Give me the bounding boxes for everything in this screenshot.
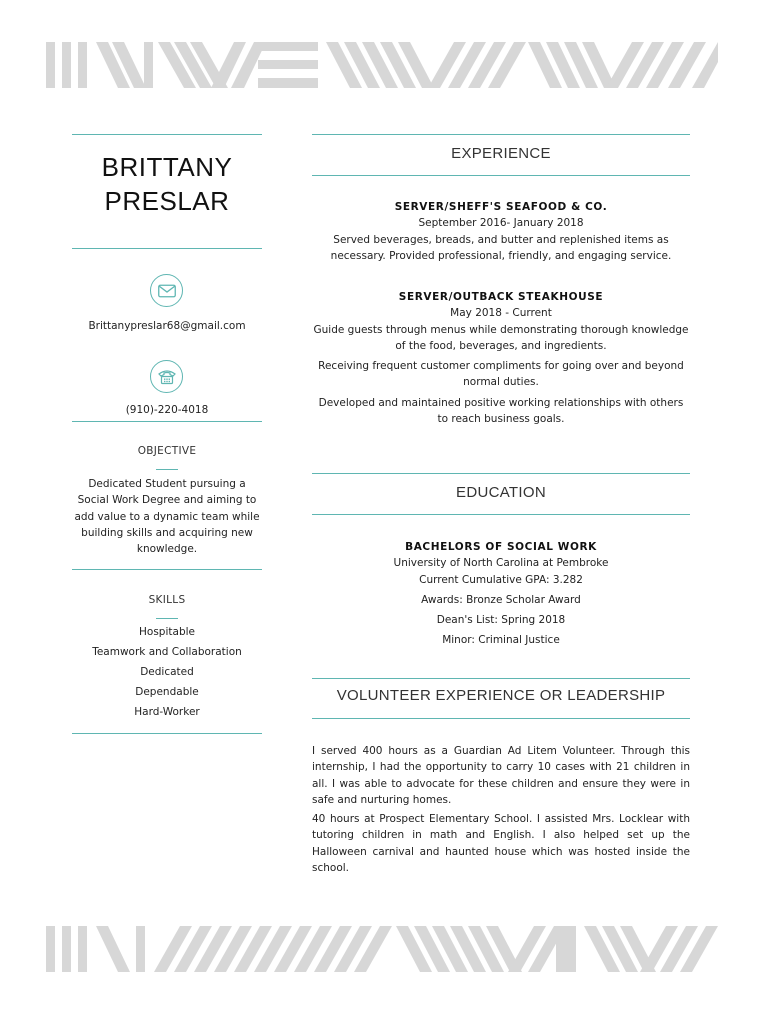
objective-heading-underline (156, 469, 178, 470)
job-entry-sheffs (312, 199, 690, 264)
envelope-icon (150, 274, 183, 307)
volunteer-paragraph: 40 hours at Prospect Elementary School. I assisted Mrs. Locklear with tutoring children in math and English. I also helped set up the Halloween carnival and haunted house which was hosted inside the school. (312, 813, 690, 875)
job-title: SERVER/OUTBACK STEAKHOUSE (398, 291, 604, 303)
telephone-icon (150, 360, 183, 393)
skills-heading: SKILLS (148, 594, 186, 606)
skills-bottom-rule (72, 733, 262, 734)
volunteer-heading: VOLUNTEER EXPERIENCE OR LEADERSHIP (336, 687, 666, 704)
volunteer-top-rule (312, 678, 690, 679)
volunteer-text (312, 743, 690, 876)
experience-heading: EXPERIENCE (451, 145, 551, 162)
school-name: University of North Carolina at Pembroke (393, 557, 609, 570)
name-last: PRESLAR (104, 186, 230, 216)
job-description: Receiving frequent customer compliments for going over and beyond normal duties. (318, 360, 684, 389)
phone-number[interactable]: (910)-220-4018 (125, 404, 209, 416)
top-decorative-band (46, 42, 718, 88)
deans-list: Dean's List: Spring 2018 (436, 614, 566, 627)
gpa: Current Cumulative GPA: 3.282 (419, 573, 583, 586)
name-first: BRITTANY (101, 152, 233, 182)
experience-bottom-rule (312, 175, 690, 176)
email-address[interactable]: Brittanypreslar68@gmail.com (88, 320, 246, 332)
objective-text: Dedicated Student pursuing a Social Work Degree and aiming to add value to a dynamic team while building skills and acquiring new knowledge. (74, 478, 260, 556)
skill-item: Dependable (135, 686, 199, 698)
minor: Minor: Criminal Justice (442, 634, 560, 647)
job-dates: September 2016- January 2018 (418, 217, 584, 230)
objective-bottom-rule (72, 569, 262, 570)
name-bottom-rule (72, 248, 262, 249)
skills-heading-underline (156, 618, 178, 619)
volunteer-bottom-rule (312, 718, 690, 719)
awards: Awards: Bronze Scholar Award (421, 593, 581, 606)
skill-item: Dedicated (140, 666, 194, 678)
education-bottom-rule (312, 514, 690, 515)
skill-item: Hospitable (139, 626, 195, 638)
job-description: Served beverages, breads, and butter and replenished items as necessary. Provided professional, friendly, and engaging service. (330, 233, 672, 262)
job-description: Developed and maintained positive working relationships with others to reach business goals. (318, 396, 684, 426)
education-entry (312, 539, 690, 649)
contact-bottom-rule (72, 421, 262, 422)
job-entry-outback (312, 289, 690, 427)
skill-item: Hard-Worker (134, 706, 200, 718)
education-top-rule (312, 473, 690, 474)
skill-item: Teamwork and Collaboration (92, 646, 242, 658)
name-top-rule (72, 134, 262, 135)
objective-heading: OBJECTIVE (137, 445, 197, 457)
experience-top-rule (312, 134, 690, 135)
volunteer-paragraph: I served 400 hours as a Guardian Ad Litem Volunteer. Through this internship, I had the opportunity to carry 10 cases with 21 children in all. I was able to advocate for these children and ensure they were in safe and nurturing homes. (312, 745, 690, 806)
degree-title: BACHELORS OF SOCIAL WORK (405, 541, 597, 553)
skills-list (72, 624, 262, 724)
candidate-name (72, 150, 262, 218)
education-heading: EDUCATION (456, 484, 546, 501)
job-dates: May 2018 - Current (450, 307, 552, 320)
job-title: SERVER/SHEFF'S SEAFOOD & CO. (394, 201, 608, 213)
job-description: Guide guests through menus while demonstrating thorough knowledge of the food, beverages, and ingredients. (313, 323, 689, 352)
bottom-decorative-band (46, 926, 718, 972)
